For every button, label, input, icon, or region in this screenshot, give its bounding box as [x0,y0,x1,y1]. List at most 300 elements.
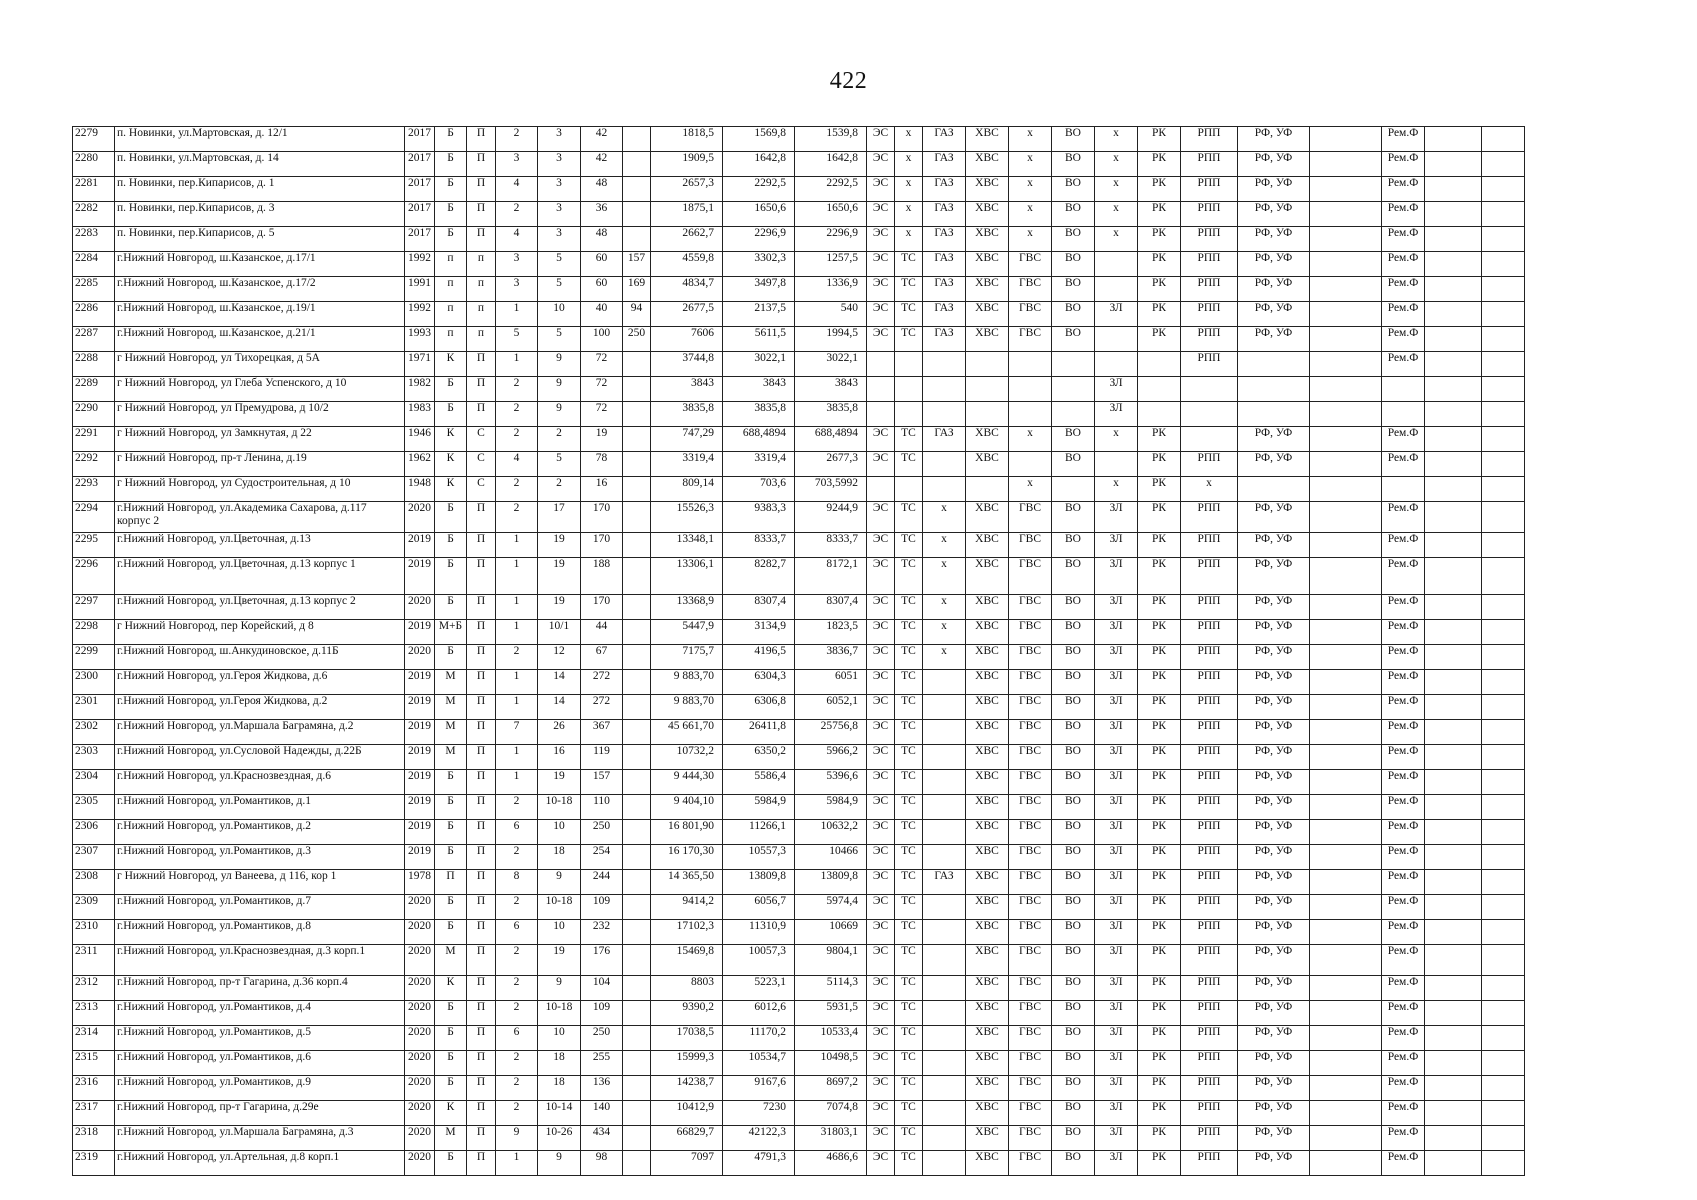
cell-private-area: 5966,2 [795,745,867,770]
cell-rpp: РПП [1181,870,1238,895]
cell-rf-uf: РФ, УФ [1238,895,1310,920]
table-row [73,277,1525,302]
cell-extra-col-2 [1482,795,1525,820]
cell-gas: ГАЗ [923,327,966,352]
cell-electricity: ЭС [867,202,895,227]
cell-row-number: 2313 [73,1001,115,1026]
cell-heating: ТС [895,533,923,558]
cell-rpp: РПП [1181,795,1238,820]
cell-wall-material: Б [435,845,467,870]
cell-apartments: 109 [581,895,623,920]
cell-hot-water: ГВС [1009,595,1052,620]
cell-rf-uf: РФ, УФ [1238,595,1310,620]
cell-residents [623,795,651,820]
cell-hot-water: ГВС [1009,795,1052,820]
cell-heating: ТС [895,845,923,870]
cell-garbage-chute: ЗЛ [1095,377,1138,402]
cell-living-area: 6012,6 [723,1001,795,1026]
cell-cold-water: ХВС [966,645,1009,670]
cell-gas [923,976,966,1001]
cell-wall-material: Б [435,127,467,152]
cell-rpp: РПП [1181,1076,1238,1101]
cell-garbage-chute: ЗЛ [1095,770,1138,795]
cell-address: г.Нижний Новгород, ш.Казанское, д.17/2 [115,277,405,302]
cell-type: П [467,870,496,895]
cell-sections: 2 [496,477,538,502]
cell-type: П [467,1101,496,1126]
cell-living-area: 703,6 [723,477,795,502]
cell-private-area: 10533,4 [795,1026,867,1051]
cell-extra-col-1 [1425,1001,1482,1026]
cell-total-area: 15526,3 [651,502,723,533]
cell-type: П [467,1051,496,1076]
cell-type: П [467,695,496,720]
cell-wall-material: п [435,277,467,302]
cell-drainage: ВО [1052,227,1095,252]
cell-drainage: ВО [1052,1151,1095,1176]
cell-drainage: ВО [1052,1026,1095,1051]
cell-private-area: 13809,8 [795,870,867,895]
cell-heating: х [895,227,923,252]
cell-wall-material: Б [435,152,467,177]
cell-sections: 4 [496,177,538,202]
cell-private-area: 8333,7 [795,533,867,558]
cell-extra-col-2 [1482,477,1525,502]
cell-wall-material: М [435,670,467,695]
cell-extra-col-2 [1482,202,1525,227]
cell-hot-water: ГВС [1009,720,1052,745]
cell-wall-material: М+Б [435,620,467,645]
cell-sections: 2 [496,976,538,1001]
cell-drainage: ВО [1052,976,1095,1001]
cell-row-number: 2297 [73,595,115,620]
cell-type: П [467,227,496,252]
cell-cold-water: ХВС [966,277,1009,302]
cell-address: г.Нижний Новгород, ул.Героя Жидкова, д.2 [115,695,405,720]
cell-apartments: 48 [581,177,623,202]
cell-residents [623,945,651,976]
cell-electricity: ЭС [867,845,895,870]
cell-year: 2020 [405,1051,435,1076]
cell-cold-water: ХВС [966,533,1009,558]
cell-rf-uf: РФ, УФ [1238,302,1310,327]
cell-type: п [467,327,496,352]
cell-row-number: 2286 [73,302,115,327]
cell-extra-col-2 [1482,870,1525,895]
cell-row-number: 2293 [73,477,115,502]
cell-living-area: 8333,7 [723,533,795,558]
cell-year: 2020 [405,976,435,1001]
table-row [73,976,1525,1001]
table-row [73,770,1525,795]
cell-hot-water: ГВС [1009,745,1052,770]
cell-extra-col-2 [1482,177,1525,202]
cell-gas [923,377,966,402]
cell-extra-col-1 [1425,620,1482,645]
cell-residents [623,533,651,558]
cell-hot-water: ГВС [1009,1126,1052,1151]
cell-wall-material: Б [435,202,467,227]
cell-gas [923,1101,966,1126]
cell-living-area: 42122,3 [723,1126,795,1151]
cell-hot-water: х [1009,177,1052,202]
cell-address: г.Нижний Новгород, ул.Академика Сахарова, д.117 корпус 2 [115,502,405,533]
cell-rpp: РПП [1181,1151,1238,1176]
cell-sections: 2 [496,1001,538,1026]
cell-garbage-chute: ЗЛ [1095,558,1138,595]
cell-living-area: 10057,3 [723,945,795,976]
cell-sections: 2 [496,1051,538,1076]
cell-extra-col-2 [1482,670,1525,695]
cell-total-area: 8803 [651,976,723,1001]
cell-extra-col-1 [1425,820,1482,845]
cell-residents [623,645,651,670]
cell-rf-uf: РФ, УФ [1238,533,1310,558]
cell-rf-uf: РФ, УФ [1238,177,1310,202]
cell-garbage-chute: ЗЛ [1095,820,1138,845]
cell-apartments: 170 [581,595,623,620]
cell-year: 1983 [405,402,435,427]
cell-roof-repair: РК [1138,452,1181,477]
cell-private-area: 25756,8 [795,720,867,745]
cell-apartments: 157 [581,770,623,795]
cell-total-area: 4559,8 [651,252,723,277]
cell-wall-material: Б [435,1076,467,1101]
cell-cold-water: ХВС [966,1126,1009,1151]
cell-rem-f: Рем.Ф [1382,127,1425,152]
cell-garbage-chute: ЗЛ [1095,533,1138,558]
cell-roof-repair [1138,377,1181,402]
cell-private-area: 9244,9 [795,502,867,533]
cell-garbage-chute: ЗЛ [1095,795,1138,820]
cell-floors: 12 [538,645,581,670]
cell-cold-water: ХВС [966,1026,1009,1051]
cell-living-area: 1642,8 [723,152,795,177]
cell-type: П [467,558,496,595]
cell-floors: 10-26 [538,1126,581,1151]
cell-apartments: 72 [581,352,623,377]
cell-extra-col-1 [1425,1026,1482,1051]
cell-address: п. Новинки, ул.Мартовская, д. 14 [115,152,405,177]
cell-private-area: 1994,5 [795,327,867,352]
cell-roof-repair: РК [1138,720,1181,745]
cell-roof-repair: РК [1138,745,1181,770]
cell-rf-uf [1238,352,1310,377]
cell-total-area: 1818,5 [651,127,723,152]
cell-rem-f: Рем.Ф [1382,277,1425,302]
cell-roof-repair: РК [1138,277,1181,302]
cell-floors: 10 [538,302,581,327]
cell-private-area: 8307,4 [795,595,867,620]
cell-rf-uf: РФ, УФ [1238,252,1310,277]
cell-gas: ГАЗ [923,227,966,252]
cell-extra-col-2 [1482,427,1525,452]
cell-hot-water [1009,377,1052,402]
cell-year: 2019 [405,745,435,770]
cell-electricity: ЭС [867,976,895,1001]
cell-cold-water: ХВС [966,427,1009,452]
cell-year: 2019 [405,533,435,558]
cell-garbage-chute: ЗЛ [1095,595,1138,620]
cell-extra-col-1 [1425,945,1482,976]
cell-extra-col-2 [1482,227,1525,252]
cell-apartments: 16 [581,477,623,502]
cell-hot-water: ГВС [1009,870,1052,895]
cell-year: 1946 [405,427,435,452]
cell-wall-material: п [435,252,467,277]
cell-roof-repair: РК [1138,1026,1181,1051]
cell-extra-col-1 [1425,1051,1482,1076]
cell-address: г.Нижний Новгород, ул.Сусловой Надежды, д.22Б [115,745,405,770]
cell-cold-water: ХВС [966,695,1009,720]
table-row [73,645,1525,670]
cell-type: п [467,302,496,327]
cell-year: 2017 [405,127,435,152]
cell-address: г.Нижний Новгород, ул.Героя Жидкова, д.6 [115,670,405,695]
cell-hot-water: ГВС [1009,502,1052,533]
cell-residents [623,352,651,377]
cell-cold-water: ХВС [966,795,1009,820]
cell-extra-col-1 [1425,252,1482,277]
cell-sections: 2 [496,202,538,227]
cell-rem-f: Рем.Ф [1382,595,1425,620]
cell-extra-col-2 [1482,820,1525,845]
cell-gas: ГАЗ [923,252,966,277]
cell-garbage-chute: ЗЛ [1095,870,1138,895]
cell-rpp: РПП [1181,820,1238,845]
cell-row-number: 2294 [73,502,115,533]
cell-living-area: 4791,3 [723,1151,795,1176]
cell-extra-col-2 [1482,695,1525,720]
cell-type: П [467,595,496,620]
cell-row-number: 2301 [73,695,115,720]
cell-residents [623,558,651,595]
cell-rpp: РПП [1181,302,1238,327]
cell-private-area: 8172,1 [795,558,867,595]
cell-wall-material: Б [435,920,467,945]
cell-extra-col-1 [1425,127,1482,152]
cell-row-number: 2306 [73,820,115,845]
cell-electricity: ЭС [867,427,895,452]
cell-rpp: РПП [1181,1051,1238,1076]
cell-total-area: 13348,1 [651,533,723,558]
cell-apartments: 72 [581,377,623,402]
cell-address: п. Новинки, пер.Кипарисов, д. 5 [115,227,405,252]
cell-extra-col-2 [1482,945,1525,976]
cell-apartments: 36 [581,202,623,227]
cell-garbage-chute [1095,277,1138,302]
cell-rf-uf: РФ, УФ [1238,1026,1310,1051]
cell-electricity: ЭС [867,558,895,595]
cell-year: 2020 [405,895,435,920]
cell-cold-water: ХВС [966,895,1009,920]
cell-rem-f: Рем.Ф [1382,945,1425,976]
cell-cold-water: ХВС [966,1101,1009,1126]
cell-extra-col-1 [1425,845,1482,870]
cell-row-number: 2280 [73,152,115,177]
cell-floors: 10 [538,820,581,845]
cell-electricity: ЭС [867,620,895,645]
cell-sections: 2 [496,845,538,870]
cell-rpp: РПП [1181,277,1238,302]
cell-cold-water: ХВС [966,870,1009,895]
cell-gas [923,845,966,870]
cell-gas: х [923,502,966,533]
cell-heating: ТС [895,745,923,770]
cell-roof-repair: РК [1138,1101,1181,1126]
cell-floors: 19 [538,945,581,976]
cell-rem-f: Рем.Ф [1382,202,1425,227]
cell-private-area: 8697,2 [795,1076,867,1101]
cell-rpp: РПП [1181,645,1238,670]
cell-private-area: 10632,2 [795,820,867,845]
cell-row-number: 2299 [73,645,115,670]
cell-type: П [467,770,496,795]
cell-floors: 9 [538,352,581,377]
cell-residents [623,1001,651,1026]
cell-row-number: 2281 [73,177,115,202]
cell-heating: ТС [895,302,923,327]
cell-cold-water: ХВС [966,976,1009,1001]
table-row [73,920,1525,945]
cell-empty-col [1310,127,1382,152]
cell-floors: 19 [538,770,581,795]
cell-drainage [1052,377,1095,402]
cell-electricity: ЭС [867,452,895,477]
cell-roof-repair: РК [1138,202,1181,227]
cell-electricity [867,402,895,427]
cell-living-area: 10557,3 [723,845,795,870]
page-number: 422 [829,68,868,94]
cell-residents [623,870,651,895]
cell-drainage: ВО [1052,452,1095,477]
cell-floors: 26 [538,720,581,745]
cell-type: П [467,202,496,227]
cell-private-area: 4686,6 [795,1151,867,1176]
cell-garbage-chute: ЗЛ [1095,1001,1138,1026]
cell-rpp: РПП [1181,177,1238,202]
cell-rem-f: Рем.Ф [1382,1151,1425,1176]
cell-row-number: 2292 [73,452,115,477]
cell-type: С [467,452,496,477]
cell-heating: х [895,152,923,177]
cell-rpp: РПП [1181,745,1238,770]
cell-sections: 1 [496,533,538,558]
table-row [73,1101,1525,1126]
cell-garbage-chute: ЗЛ [1095,1076,1138,1101]
cell-drainage [1052,477,1095,502]
cell-private-area: 1823,5 [795,620,867,645]
cell-extra-col-2 [1482,277,1525,302]
cell-address: г Нижний Новгород, ул Судостроительная, д 10 [115,477,405,502]
cell-private-area: 2296,9 [795,227,867,252]
cell-apartments: 250 [581,1026,623,1051]
cell-floors: 5 [538,277,581,302]
cell-living-area: 3497,8 [723,277,795,302]
cell-living-area: 3843 [723,377,795,402]
cell-sections: 3 [496,252,538,277]
cell-gas: ГАЗ [923,152,966,177]
cell-year: 2019 [405,670,435,695]
cell-sections: 4 [496,227,538,252]
cell-rpp: РПП [1181,976,1238,1001]
cell-residents [623,595,651,620]
cell-rpp: РПП [1181,695,1238,720]
cell-gas [923,770,966,795]
cell-empty-col [1310,720,1382,745]
cell-rem-f: Рем.Ф [1382,252,1425,277]
table-row [73,202,1525,227]
cell-wall-material: Б [435,402,467,427]
cell-extra-col-2 [1482,1151,1525,1176]
cell-hot-water: ГВС [1009,277,1052,302]
cell-sections: 1 [496,558,538,595]
cell-extra-col-2 [1482,252,1525,277]
cell-gas [923,920,966,945]
cell-sections: 2 [496,1101,538,1126]
cell-rf-uf: РФ, УФ [1238,745,1310,770]
cell-heating: ТС [895,452,923,477]
cell-living-area: 6350,2 [723,745,795,770]
cell-drainage: ВО [1052,1001,1095,1026]
cell-living-area: 11266,1 [723,820,795,845]
cell-rpp: РПП [1181,920,1238,945]
cell-rf-uf: РФ, УФ [1238,452,1310,477]
cell-rem-f: Рем.Ф [1382,1026,1425,1051]
cell-address: г.Нижний Новгород, ул.Романтиков, д.6 [115,1051,405,1076]
table-row [73,452,1525,477]
cell-cold-water: ХВС [966,1051,1009,1076]
cell-living-area: 688,4894 [723,427,795,452]
cell-apartments: 44 [581,620,623,645]
cell-row-number: 2317 [73,1101,115,1126]
cell-rf-uf: РФ, УФ [1238,720,1310,745]
cell-cold-water: ХВС [966,845,1009,870]
cell-address: г.Нижний Новгород, ул.Романтиков, д.7 [115,895,405,920]
cell-apartments: 40 [581,302,623,327]
cell-hot-water: ГВС [1009,820,1052,845]
cell-apartments: 42 [581,127,623,152]
cell-roof-repair: РК [1138,152,1181,177]
cell-wall-material: М [435,695,467,720]
cell-drainage: ВО [1052,277,1095,302]
cell-apartments: 104 [581,976,623,1001]
cell-drainage: ВО [1052,1101,1095,1126]
cell-residents: 250 [623,327,651,352]
cell-apartments: 272 [581,670,623,695]
cell-apartments: 67 [581,645,623,670]
cell-gas [923,1001,966,1026]
cell-type: п [467,277,496,302]
cell-extra-col-2 [1482,745,1525,770]
cell-electricity: ЭС [867,920,895,945]
cell-private-area: 1642,8 [795,152,867,177]
cell-floors: 9 [538,870,581,895]
cell-cold-water [966,477,1009,502]
cell-address: г.Нижний Новгород, ул.Романтиков, д.4 [115,1001,405,1026]
cell-apartments: 434 [581,1126,623,1151]
cell-row-number: 2296 [73,558,115,595]
cell-year: 1992 [405,302,435,327]
cell-total-area: 1875,1 [651,202,723,227]
table-row [73,895,1525,920]
cell-sections: 1 [496,745,538,770]
cell-extra-col-2 [1482,152,1525,177]
cell-rem-f [1382,477,1425,502]
cell-rem-f: Рем.Ф [1382,327,1425,352]
cell-extra-col-1 [1425,502,1482,533]
cell-private-area: 2677,3 [795,452,867,477]
